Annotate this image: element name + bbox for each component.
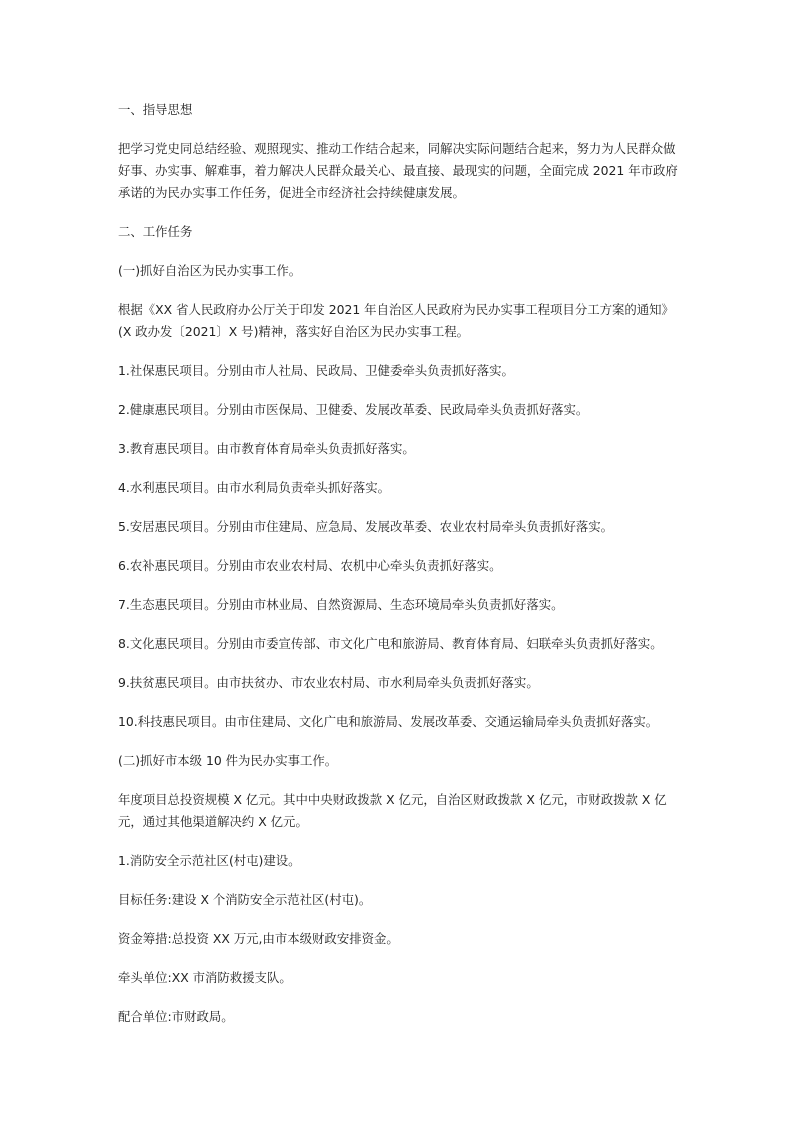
project-lead-unit: 牵头单位:XX 市消防救援支队。: [118, 970, 292, 985]
list-item: 6.农补惠民项目。分别由市农业农村局、农机中心牵头负责抓好落实。: [118, 558, 502, 573]
list-item: 3.教育惠民项目。由市教育体育局牵头负责抓好落实。: [118, 441, 415, 456]
paragraph-investment: 年度项目总投资规模 X 亿元。其中中央财政拨款 X 亿元，自治区财政拨款 X 亿元，市财政拨款 X 亿元，通过其他渠道解决约 X 亿元。: [118, 792, 667, 829]
list-item: 5.安居惠民项目。分别由市住建局、应急局、发展改革委、农业农村局牵头负责抓好落实。: [118, 519, 614, 534]
list-item: 2.健康惠民项目。分别由市医保局、卫健委、发展改革委、民政局牵头负责抓好落实。: [118, 402, 589, 417]
section-heading-guiding-thought: 一、指导思想: [118, 102, 193, 117]
project-funding: 资金筹措:总投资 XX 万元,由市本级财政安排资金。: [118, 931, 399, 946]
list-item: 1.社保惠民项目。分别由市人社局、民政局、卫健委牵头负责抓好落实。: [118, 363, 514, 378]
paragraph-notice-reference: 根据《XX 省人民政府办公厅关于印发 2021 年自治区人民政府为民办实事工程项目分工方案的通知》(X 政办发〔2021〕X 号)精神，落实好自治区为民办实事工程。: [118, 302, 674, 339]
project-target: 目标任务:建设 X 个消防安全示范社区(村屯)。: [118, 892, 372, 907]
list-item: 10.科技惠民项目。由市住建局、文化广电和旅游局、发展改革委、交通运输局牵头负责抓好落实。: [118, 714, 659, 729]
list-item: 4.水利惠民项目。由市水利局负责牵头抓好落实。: [118, 480, 391, 495]
subsection-heading-2: (二)抓好市本级 10 件为民办实事工作。: [118, 753, 338, 768]
list-item: 8.文化惠民项目。分别由市委宣传部、市文化广电和旅游局、教育体育局、妇联牵头负责抓好落实。: [118, 636, 663, 651]
document-body: [118, 99, 680, 1028]
section-heading-work-tasks: 二、工作任务: [118, 224, 193, 239]
project-support-unit: 配合单位:市财政局。: [118, 1009, 234, 1024]
project-title: 1.消防安全示范社区(村屯)建设。: [118, 853, 301, 868]
paragraph-guiding-thought: 把学习党史同总结经验、观照现实、推动工作结合起来，同解决实际问题结合起来，努力为人民群众做好事、办实事、解难事，着力解决人民群众最关心、最直接、最现实的问题，全面完成 2021 年市政府承诺的为民办实事工作任务，促进全市经济社会持续健康发展。: [118, 141, 678, 200]
subsection-heading-1: (一)抓好自治区为民办实事工作。: [118, 263, 302, 278]
list-item: 9.扶贫惠民项目。由市扶贫办、市农业农村局、市水利局牵头负责抓好落实。: [118, 675, 539, 690]
list-item: 7.生态惠民项目。分别由市林业局、自然资源局、生态环境局牵头负责抓好落实。: [118, 597, 564, 612]
